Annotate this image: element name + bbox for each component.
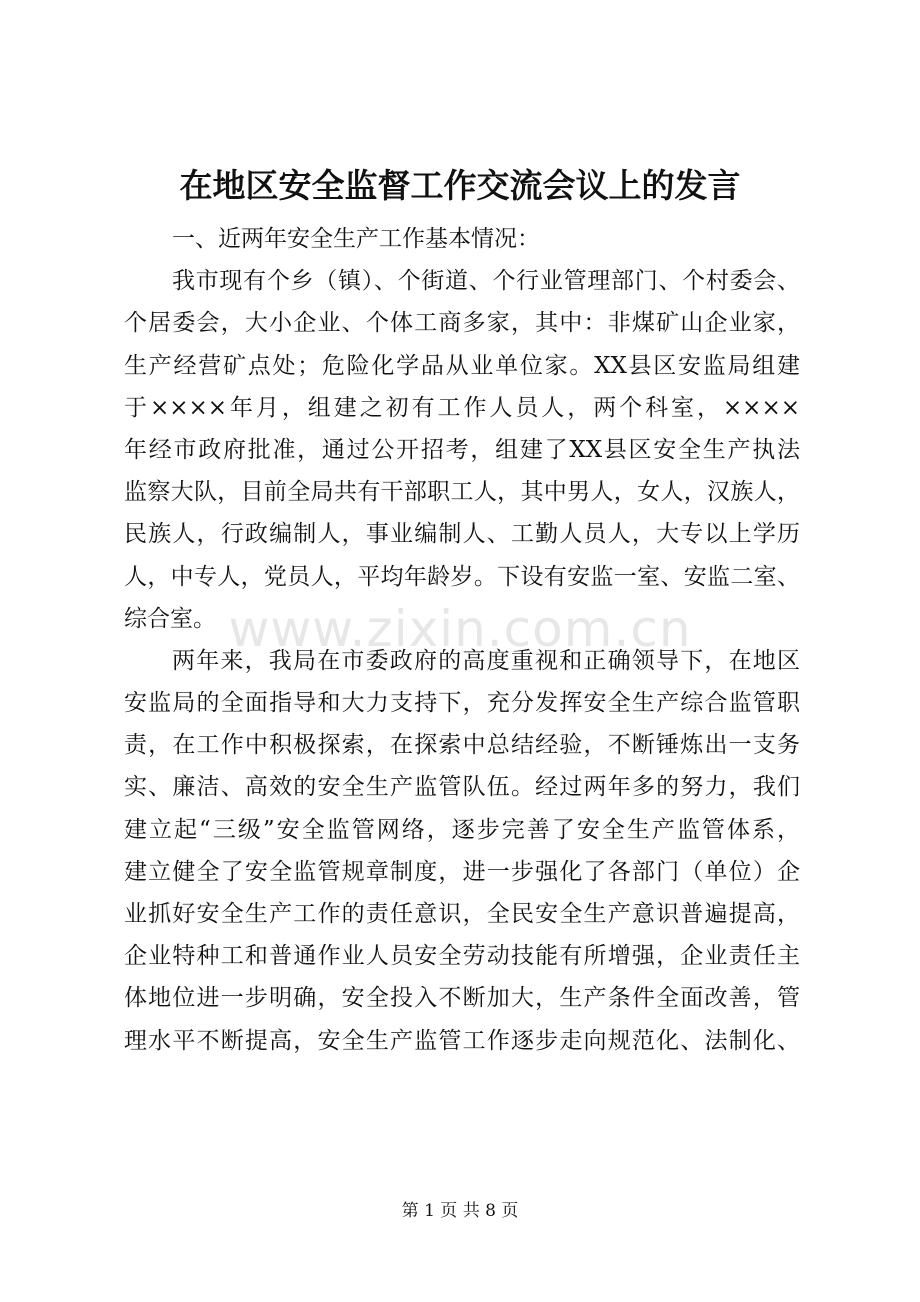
paragraph-line: 年经市政府批准，通过公开招考，组建了XX县区安全生产执法 [124,436,800,463]
paragraph-line: 建立起“三级”安全监管网络，逐步完善了安全生产监管体系， [124,816,800,843]
paragraph-line: 体地位进一步明确，安全投入不断加大，生产条件全面改善，管 [124,985,800,1012]
paragraph-line: 生产经营矿点处；危险化学品从业单位家。XX县区安监局组建 [124,352,800,379]
paragraph-line: 责，在工作中积极探索，在探索中总结经验，不断锤炼出一支务 [124,732,800,759]
section-heading: 一、近两年安全生产工作基本情况： [172,226,540,252]
paragraph-line: 个居委会，大小企业、个体工商多家，其中：非煤矿山企业家， [124,310,800,337]
page-footer: 第 1 页 共 8 页 [401,1201,519,1221]
paragraph-line: 实、廉洁、高效的安全生产监管队伍。经过两年多的努力，我们 [124,774,800,801]
paragraph-line: 人，中专人，党员人，平均年龄岁。下设有安监一室、安监二室、 [124,563,800,590]
paragraph-line: 综合室。 [124,605,216,632]
paragraph-line: 监察大队，目前全局共有干部职工人，其中男人，女人，汉族人， [124,479,800,506]
document-body [124,218,800,1062]
document-title: 在地区安全监督工作交流会议上的发言 [179,166,741,205]
paragraph-line: 业抓好安全生产工作的责任意识，全民安全生产意识普遍提高， [124,901,800,927]
paragraph-line: 安监局的全面指导和大力支持下，充分发挥安全生产综合监管职 [124,690,800,717]
paragraph-line: 民族人，行政编制人，事业编制人、工勤人员人，大专以上学历 [124,521,800,548]
paragraph-line: 于××××年月，组建之初有工作人员人，两个科室，×××× [124,394,800,421]
paragraph-line: 建立健全了安全监管规章制度，进一步强化了各部门（单位）企 [124,858,800,885]
watermark: www.zixin.com.cn [228,600,692,658]
paragraph-line: 理水平不断提高，安全生产监管工作逐步走向规范化、法制化、 [124,1027,800,1054]
paragraph-line: 两年来，我局在市委政府的高度重视和正确领导下，在地区 [172,647,800,674]
paragraph-line: 我市现有个乡（镇）、个街道、个行业管理部门、个村委会、 [172,268,800,295]
paragraph-line: 企业特种工和普通作业人员安全劳动技能有所增强，企业责任主 [124,943,800,970]
